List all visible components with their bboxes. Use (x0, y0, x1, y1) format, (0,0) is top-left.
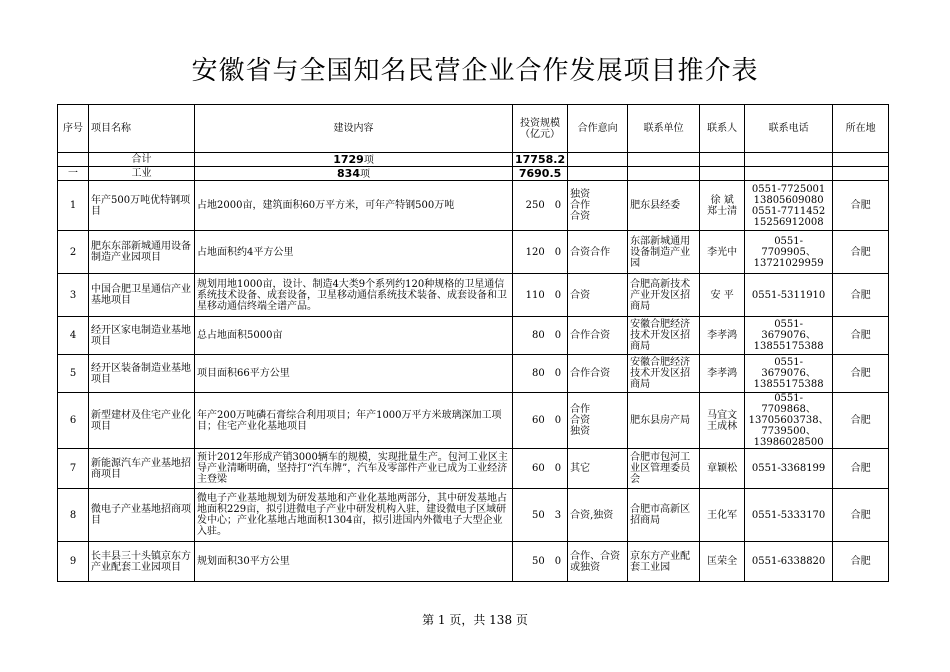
row-contact: 徐 斌 郑士清 (700, 181, 745, 231)
row-phone: 0551-3679076、 13855175388 (745, 355, 833, 393)
row-name: 新型建材及住宅产业化项目 (89, 393, 195, 449)
row-invest (513, 542, 568, 582)
row-mode: 合资,独资 (568, 489, 628, 542)
page-footer: 第 1 页，共 138 页 (422, 613, 528, 627)
row-unit: 肥东县房产局 (628, 393, 700, 449)
row-location: 合肥 (833, 317, 889, 355)
row-mode: 合资合作 (568, 231, 628, 274)
row-seq: 4 (58, 317, 89, 355)
row-invest-decimal: 0 (554, 556, 562, 567)
header-unit: 联系单位 (628, 105, 700, 153)
industry-label: 工业 (89, 167, 195, 181)
row-mode: 合资 (568, 274, 628, 317)
row-location: 合肥 (833, 542, 889, 582)
row-content: 年产200万吨磷石膏综合利用项目；年产1000万平方米玻璃深加工项目；住宅产业化基地项目 (195, 393, 513, 449)
row-invest (513, 489, 568, 542)
industry-count-suffix: 项 (359, 168, 370, 180)
row-invest-main: 60 (532, 463, 545, 474)
row-content: 总占地面积5000亩 (195, 317, 513, 355)
header-contact: 联系人 (700, 105, 745, 153)
row-content: 微电子产业基地规划为研发基地和产业化基地两部分，其中研发基地占地面积229亩，拟引进微电子产业中研发机构入驻，建设微电子区域研发中心；产业化基地占地面积1304亩，拟引进国内外微电子大型企业入驻。 (195, 489, 513, 542)
row-seq: 2 (58, 231, 89, 274)
row-location: 合肥 (833, 355, 889, 393)
row-mode: 合作合资 (568, 317, 628, 355)
row-name: 中国合肥卫星通信产业基地项目 (89, 274, 195, 317)
row-seq: 9 (58, 542, 89, 582)
row-contact: 安 平 (700, 274, 745, 317)
row-invest (513, 355, 568, 393)
row-unit: 合肥高新技术产业开发区招商局 (628, 274, 700, 317)
row-phone: 0551-7725001 13805609080 0551-7711452 15256912008 (745, 181, 833, 231)
table-row (58, 393, 889, 449)
row-name: 经开区装备制造业基地项目 (89, 355, 195, 393)
row-content: 预计2012年形成产销3000辆车的规模，实现批量生产。包河工业区主导产业清晰明确，坚持打“汽车牌”，汽车及零部件产业已成为工业经济主登梁 (195, 449, 513, 489)
header-mode: 合作意向 (568, 105, 628, 153)
total-count: 1729 (333, 152, 364, 166)
row-phone: 0551-7709868、 13705603738、 7739500、 13986028500 (745, 393, 833, 449)
row-invest-main: 120 (525, 246, 545, 258)
row-invest-decimal: 0 (554, 330, 562, 341)
table-row (58, 449, 889, 489)
row-location: 合肥 (833, 181, 889, 231)
table-row (58, 489, 889, 542)
row-invest-decimal: 0 (554, 200, 562, 211)
table-row (58, 317, 889, 355)
row-content: 项目面积66平方公里 (195, 355, 513, 393)
row-location: 合肥 (833, 231, 889, 274)
header-location: 所在地 (833, 105, 889, 153)
header-seq: 序号 (58, 105, 89, 153)
row-contact: 王化军 (700, 489, 745, 542)
project-table (57, 104, 889, 582)
table-row (58, 181, 889, 231)
row-invest-main: 60 (532, 415, 545, 426)
row-invest (513, 231, 568, 274)
row-phone: 0551-5333170 (745, 489, 833, 542)
total-count-suffix: 项 (363, 154, 374, 166)
row-unit: 肥东县经委 (628, 181, 700, 231)
total-invest: 17758.2 (513, 153, 568, 167)
row-mode: 其它 (568, 449, 628, 489)
row-unit: 合肥市包河工业区管理委员会 (628, 449, 700, 489)
row-location: 合肥 (833, 274, 889, 317)
row-invest (513, 317, 568, 355)
row-invest-main: 50 (532, 509, 545, 521)
row-mode: 合作合资 (568, 355, 628, 393)
row-unit: 东部新城通用设备制造产业园 (628, 231, 700, 274)
row-seq: 1 (58, 181, 89, 231)
row-mode: 合作、合资或独资 (568, 542, 628, 582)
row-seq: 6 (58, 393, 89, 449)
row-invest-main: 80 (532, 368, 545, 379)
total-seq (58, 153, 89, 167)
row-seq: 8 (58, 489, 89, 542)
row-phone: 0551-6338820 (745, 542, 833, 582)
row-seq: 7 (58, 449, 89, 489)
row-phone: 0551-5311910 (745, 274, 833, 317)
row-phone: 0551-7709905、 13721029959 (745, 231, 833, 274)
industry-row (58, 167, 889, 181)
header-name: 项目名称 (89, 105, 195, 153)
row-contact: 李孝鸿 (700, 317, 745, 355)
industry-seq: 一 (58, 167, 89, 181)
page-title: 安徽省与全国知名民营企业合作发展项目推介表 (191, 56, 759, 86)
row-invest-main: 110 (525, 289, 545, 301)
row-mode: 合作 合资 独资 (568, 393, 628, 449)
row-phone: 0551-3679076、 13855175388 (745, 317, 833, 355)
row-seq: 5 (58, 355, 89, 393)
row-invest (513, 449, 568, 489)
header-content: 建设内容 (195, 105, 513, 153)
row-name: 肥东东部新城通用设备制造产业园项目 (89, 231, 195, 274)
table-row (58, 231, 889, 274)
header-phone: 联系电话 (745, 105, 833, 153)
header-row (58, 105, 889, 153)
row-name: 年产500万吨优特钢项目 (89, 181, 195, 231)
row-contact: 马宜文 王成林 (700, 393, 745, 449)
row-contact: 李孝鸿 (700, 355, 745, 393)
row-location: 合肥 (833, 449, 889, 489)
row-content: 规划用地1000亩，设计、制造4大类9个系列约120种规格的卫星通信系统技术设备、成套设备，卫星移动通信系统技术装备、成套设备和卫星移动通信终端全谱产品。 (195, 274, 513, 317)
row-unit: 安徽合肥经济技术开发区招商局 (628, 317, 700, 355)
table-row (58, 542, 889, 582)
row-invest (513, 393, 568, 449)
row-content: 占地面积约4平方公里 (195, 231, 513, 274)
row-invest-decimal: 0 (554, 415, 562, 426)
row-invest-main: 50 (532, 556, 545, 567)
row-unit: 京东方产业配套工业园 (628, 542, 700, 582)
row-location: 合肥 (833, 393, 889, 449)
industry-invest: 7690.5 (513, 167, 568, 181)
total-row (58, 153, 889, 167)
row-invest (513, 274, 568, 317)
row-unit: 安徽合肥经济技术开发区招商局 (628, 355, 700, 393)
table-row (58, 274, 889, 317)
row-name: 长丰县三十头镇京东方产业配套工业园项目 (89, 542, 195, 582)
row-location: 合肥 (833, 489, 889, 542)
industry-count: 834 (337, 166, 360, 180)
row-content: 规划面积30平方公里 (195, 542, 513, 582)
row-invest (513, 181, 568, 231)
row-invest-main: 80 (532, 330, 545, 341)
row-name: 微电子产业基地招商项目 (89, 489, 195, 542)
total-label: 合计 (89, 153, 195, 167)
row-contact: 匡荣全 (700, 542, 745, 582)
row-phone: 0551-3368199 (745, 449, 833, 489)
row-invest-decimal: 3 (554, 509, 562, 521)
row-invest-decimal: 0 (554, 368, 562, 379)
row-invest-decimal: 0 (554, 246, 562, 258)
row-content: 占地2000亩，建筑面积60万平方米，可年产特钢500万吨 (195, 181, 513, 231)
row-contact: 章颖松 (700, 449, 745, 489)
row-invest-decimal: 0 (554, 463, 562, 474)
row-mode: 独资 合作 合资 (568, 181, 628, 231)
row-contact: 李光中 (700, 231, 745, 274)
header-invest: 投资规模（亿元） (513, 105, 568, 153)
row-seq: 3 (58, 274, 89, 317)
row-invest-decimal: 0 (554, 289, 562, 301)
row-invest-main: 250 (525, 200, 545, 211)
table-row (58, 355, 889, 393)
row-unit: 合肥市高新区招商局 (628, 489, 700, 542)
row-name: 经开区家电制造业基地项目 (89, 317, 195, 355)
row-name: 新能源汽车产业基地招商项目 (89, 449, 195, 489)
